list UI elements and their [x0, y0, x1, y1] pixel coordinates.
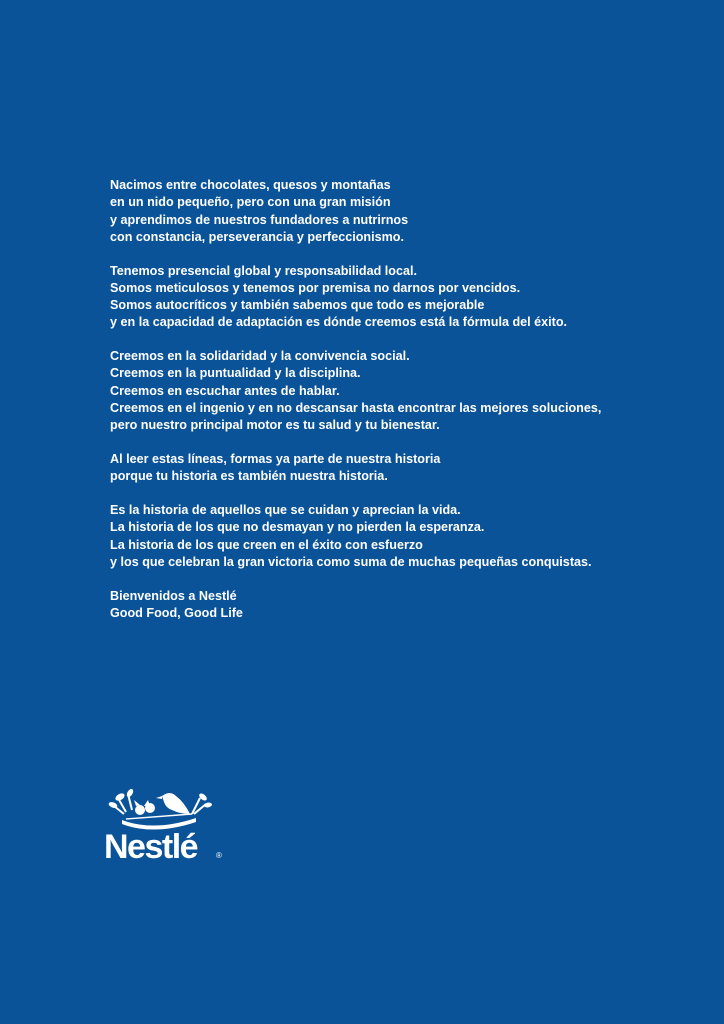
- text-line: Nacimos entre chocolates, quesos y montañas: [110, 178, 391, 192]
- nestle-logo: [104, 784, 228, 864]
- welcome-line: Bienvenidos a Nestlé: [110, 588, 237, 603]
- paragraph-welcome: [110, 588, 710, 623]
- text-line: con constancia, perseverancia y perfeccionismo.: [110, 229, 404, 244]
- text-line: Tenemos presencial global y responsabilidad local.: [110, 263, 418, 278]
- text-line: Al leer estas líneas, formas ya parte de nuestra historia: [110, 452, 441, 467]
- text-line: y en la capacidad de adaptación es dónde creemos está la fórmula del éxito.: [110, 315, 568, 330]
- paragraph-presence: [110, 263, 710, 332]
- text-line: y aprendimos de nuestros fundadores a nutrirnos: [110, 212, 409, 227]
- text-line: Creemos en la solidaridad y la convivencia social.: [110, 349, 410, 364]
- text-line: La historia de los que no desmayan y no pierden la esperanza.: [110, 520, 485, 535]
- text-line: Es la historia de aquellos que se cuidan y aprecian la vida.: [110, 503, 461, 518]
- text-line: La historia de los que creen en el éxito con esfuerzo: [110, 537, 423, 552]
- text-line: Creemos en la puntualidad y la disciplina.: [110, 366, 361, 381]
- text-line: Creemos en el ingenio y en no descansar hasta encontrar las mejores soluciones,: [110, 401, 602, 416]
- paragraph-story: [110, 502, 710, 571]
- text-line: en un nido pequeño, pero con una gran misión: [110, 195, 391, 210]
- paragraph-beliefs: [110, 348, 710, 434]
- nestle-logo-graphic: [104, 784, 228, 864]
- text-line: Somos meticulosos y tenemos por premisa no darnos por vencidos.: [110, 280, 521, 295]
- nest-with-birds-icon: [108, 788, 212, 830]
- text-line: Creemos en escuchar antes de hablar.: [110, 383, 340, 398]
- paragraph-origins: [110, 177, 710, 246]
- slogan-line: Good Food, Good Life: [110, 605, 243, 620]
- text-line: Somos autocríticos y también sabemos que todo es mejorable: [110, 298, 485, 313]
- text-line: y los que celebran la gran victoria como suma de muchas pequeñas conquistas.: [110, 554, 592, 569]
- paragraph-history: [110, 451, 710, 486]
- text-line: pero nuestro principal motor es tu salud y tu bienestar.: [110, 418, 440, 433]
- text-line: porque tu historia es también nuestra historia.: [110, 469, 388, 484]
- logo-wordmark: Nestlé: [104, 828, 198, 864]
- manifesto-text: [110, 177, 710, 639]
- registered-mark: ®: [216, 851, 222, 860]
